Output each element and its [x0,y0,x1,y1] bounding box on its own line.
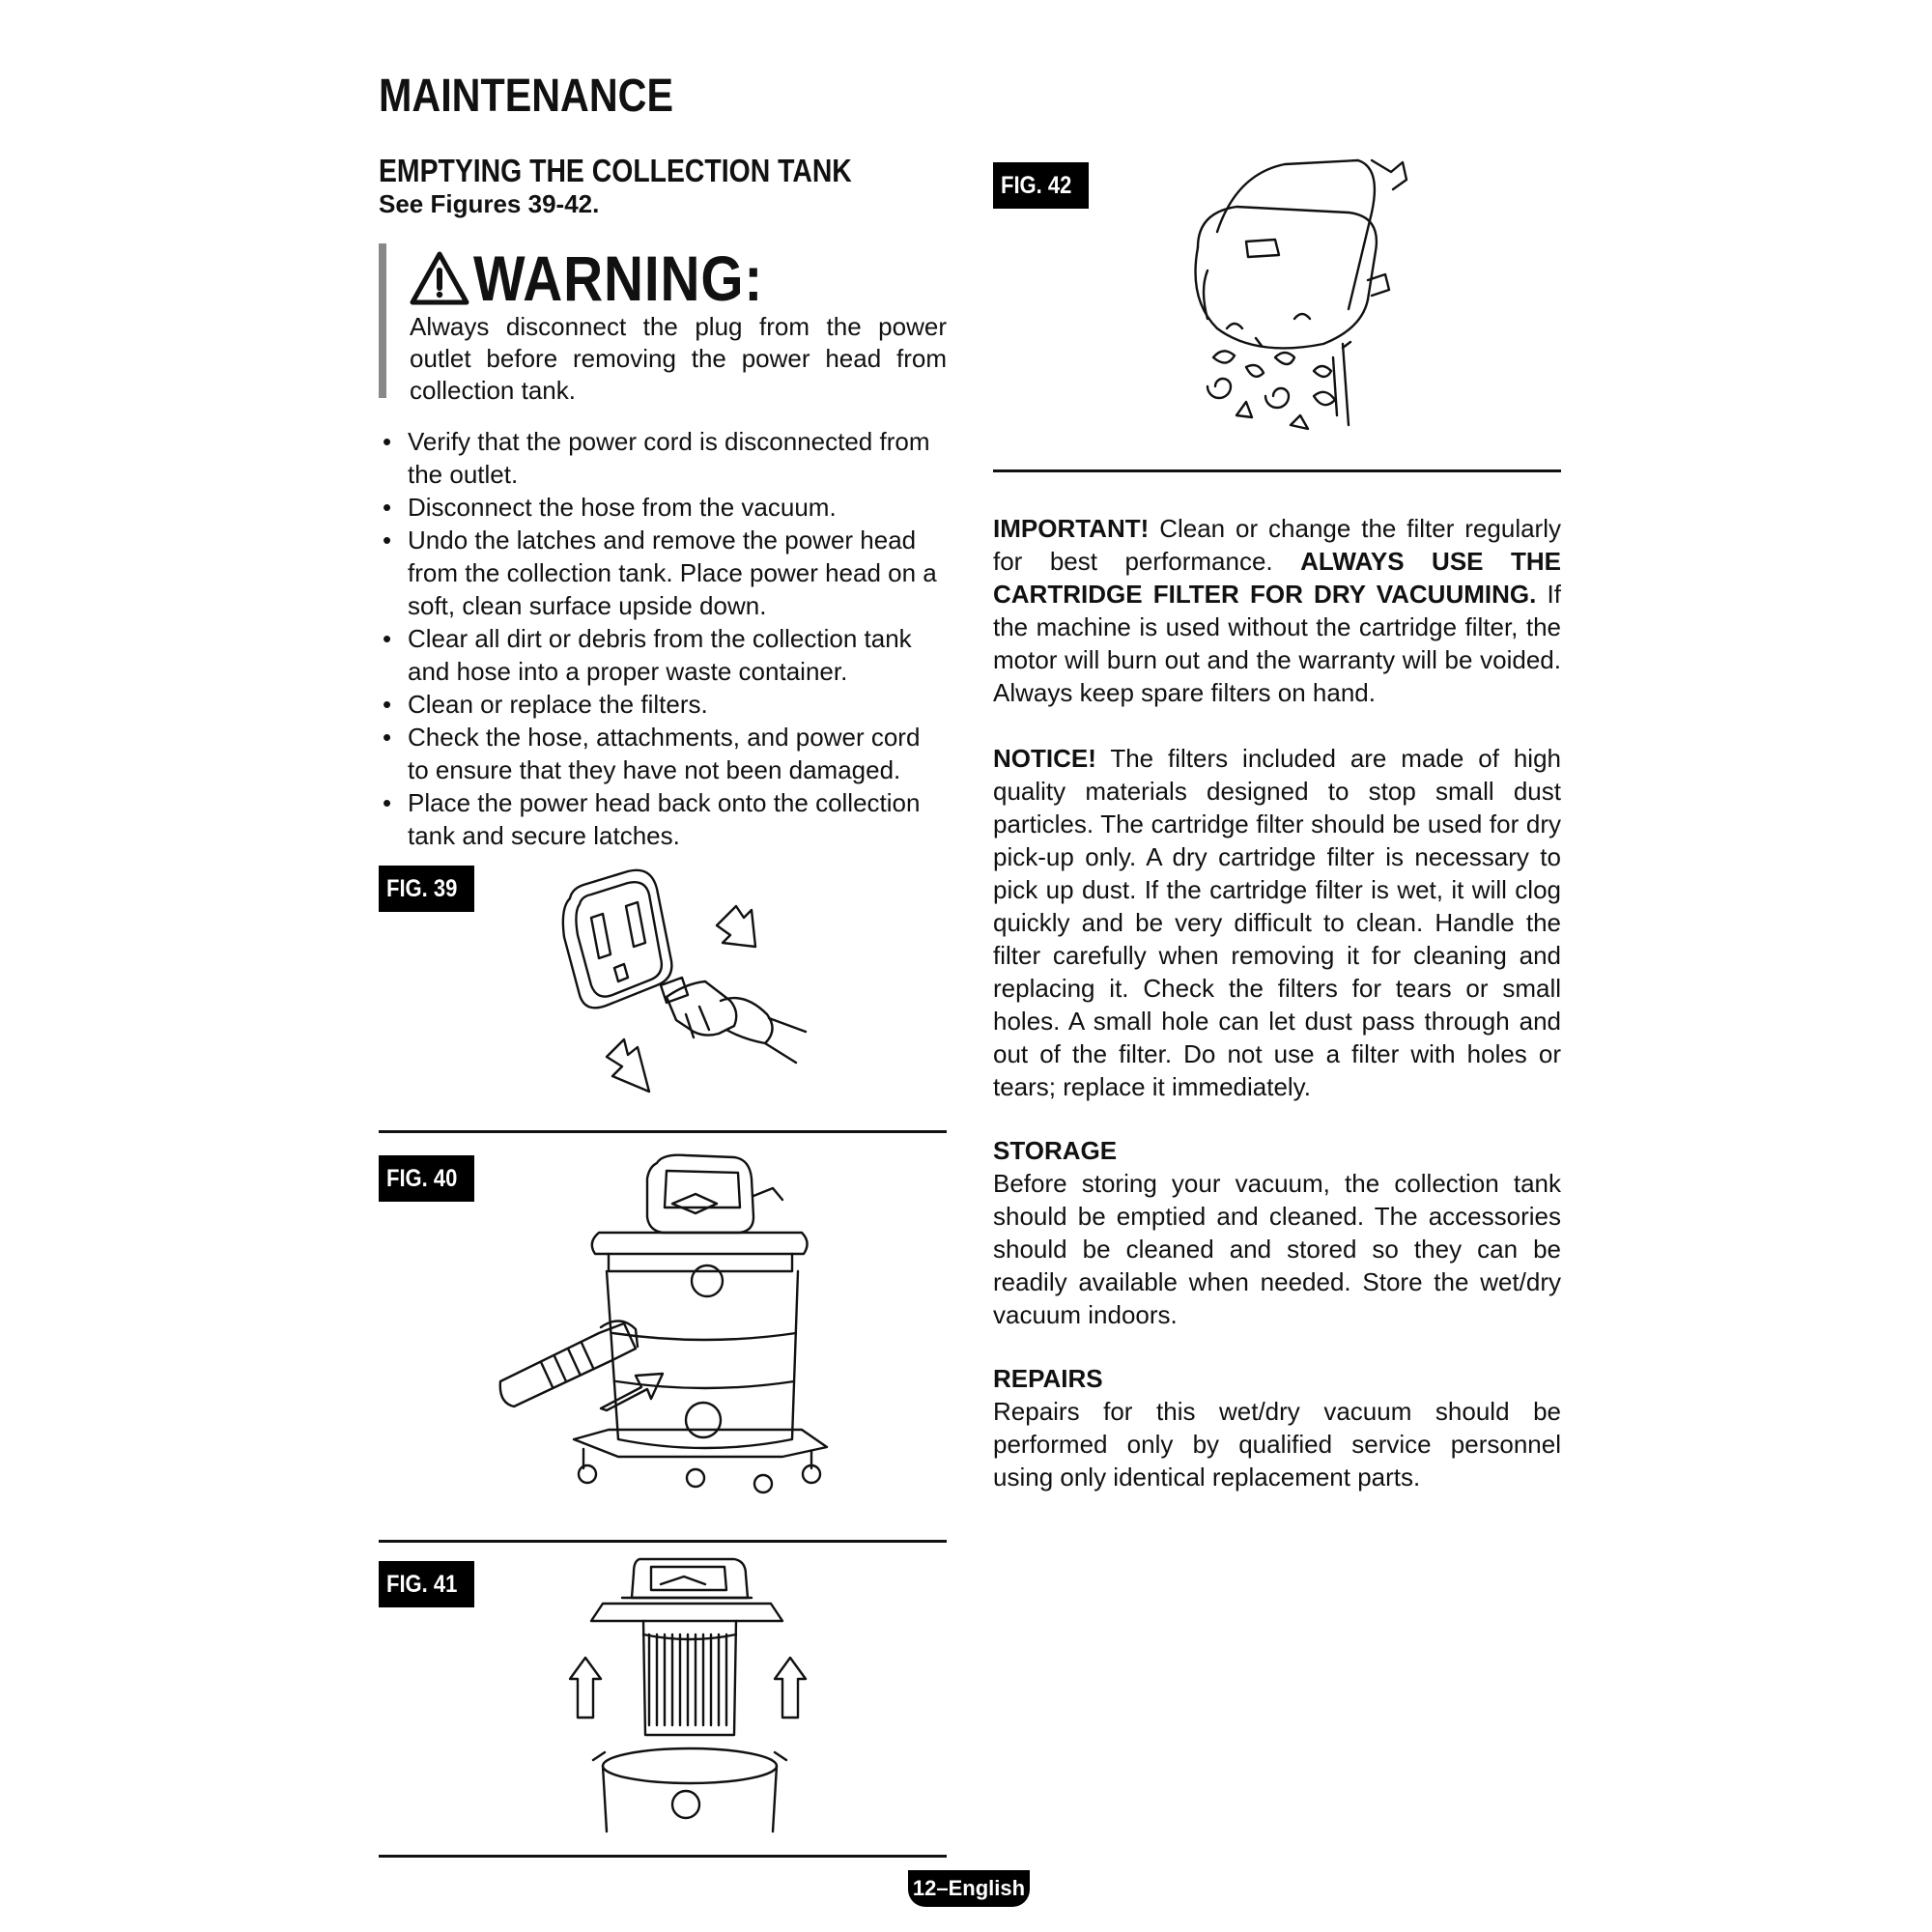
storage-text: Before storing your vacuum, the collection tank should be emptied and cleaned. The accessories should be cleaned and stored so they can be readily available when needed. Store the wet/dry vacuum indoors. [993,1169,1561,1329]
figure-divider [379,1540,947,1543]
important-text: Clean or change the filter regularly for best performance. [993,514,1561,576]
list-item: • Undo the latches and remove the power head from the collection tank. Place power head on a soft, clean surface upside down. [379,524,947,622]
figure-divider [379,1855,947,1858]
section-title: EMPTYING THE COLLECTION TANK [379,153,852,188]
storage-heading: STORAGE [993,1136,1118,1165]
bullet-list [379,425,947,852]
list-item: • Check the hose, attachments, and power cord to ensure that they have not been damaged. [379,721,947,786]
notice-label: NOTICE! [993,744,1096,773]
storage-section [993,1134,1561,1331]
section-subtitle: See Figures 39-42. [379,189,600,218]
important-paragraph [993,512,1561,709]
notice-paragraph [993,742,1561,1103]
page-title: MAINTENANCE [379,71,674,122]
fig-42-label: FIG. 42 [993,162,1089,209]
warning-heading [410,242,810,315]
list-item: • Clear all dirt or debris from the collection tank and hose into a proper waste container. [379,622,947,688]
important-label: IMPORTANT! [993,514,1150,543]
fig-39-label: FIG. 39 [379,866,474,912]
repairs-text: Repairs for this wet/dry vacuum should be performed only by qualified service personnel using only identical replacement parts. [993,1397,1561,1492]
list-item: • Verify that the power cord is disconnected from the outlet. [379,425,947,491]
filter-removal-illustration [564,1551,806,1841]
warning-text: Always disconnect the plug from the power outlet before removing the power head from collection tank. [410,312,947,405]
tank-emptying-illustration [1179,155,1439,444]
figure-divider [379,1130,947,1133]
important-text-2: If the machine is used without the cartridge filter, the motor will burn out and the warranty will be voided. Always keep spare filters on hand. [993,580,1561,707]
warning-triangle-icon [410,251,469,305]
repairs-section [993,1362,1561,1493]
vacuum-hose-removal-illustration [493,1150,821,1517]
repairs-heading: REPAIRS [993,1364,1103,1393]
plug-outlet-illustration [551,850,811,1101]
list-item: • Clean or replace the filters. [379,688,947,721]
fig-41-label: FIG. 41 [379,1561,474,1607]
warning-title: WARNING: [473,242,764,314]
list-item: • Place the power head back onto the collection tank and secure latches. [379,786,947,852]
list-item: • Disconnect the hose from the vacuum. [379,491,947,524]
notice-text: The filters included are made of high quality materials designed to stop small dust particles. The cartridge filter should be used for dry pick-up only. A dry cartridge filter is necessary to pick up dust. If the cartridge filter is wet, it will clog quickly and be very difficult to clean. Handle the filter carefully when removing it for cleaning and replacing it. Check the filters for tears or small holes. A small hole can let dust pass through and out of the filter. Do not use a filter with holes or tears; replace it immediately. [993,744,1561,1101]
important-emphasis: ALWAYS USE THE CARTRIDGE FILTER FOR DRY VACUUMING. [993,547,1561,609]
warning-bar [379,243,386,398]
page-number: 12–English [908,1870,1030,1907]
figure-divider [993,469,1561,472]
fig-40-label: FIG. 40 [379,1155,474,1202]
